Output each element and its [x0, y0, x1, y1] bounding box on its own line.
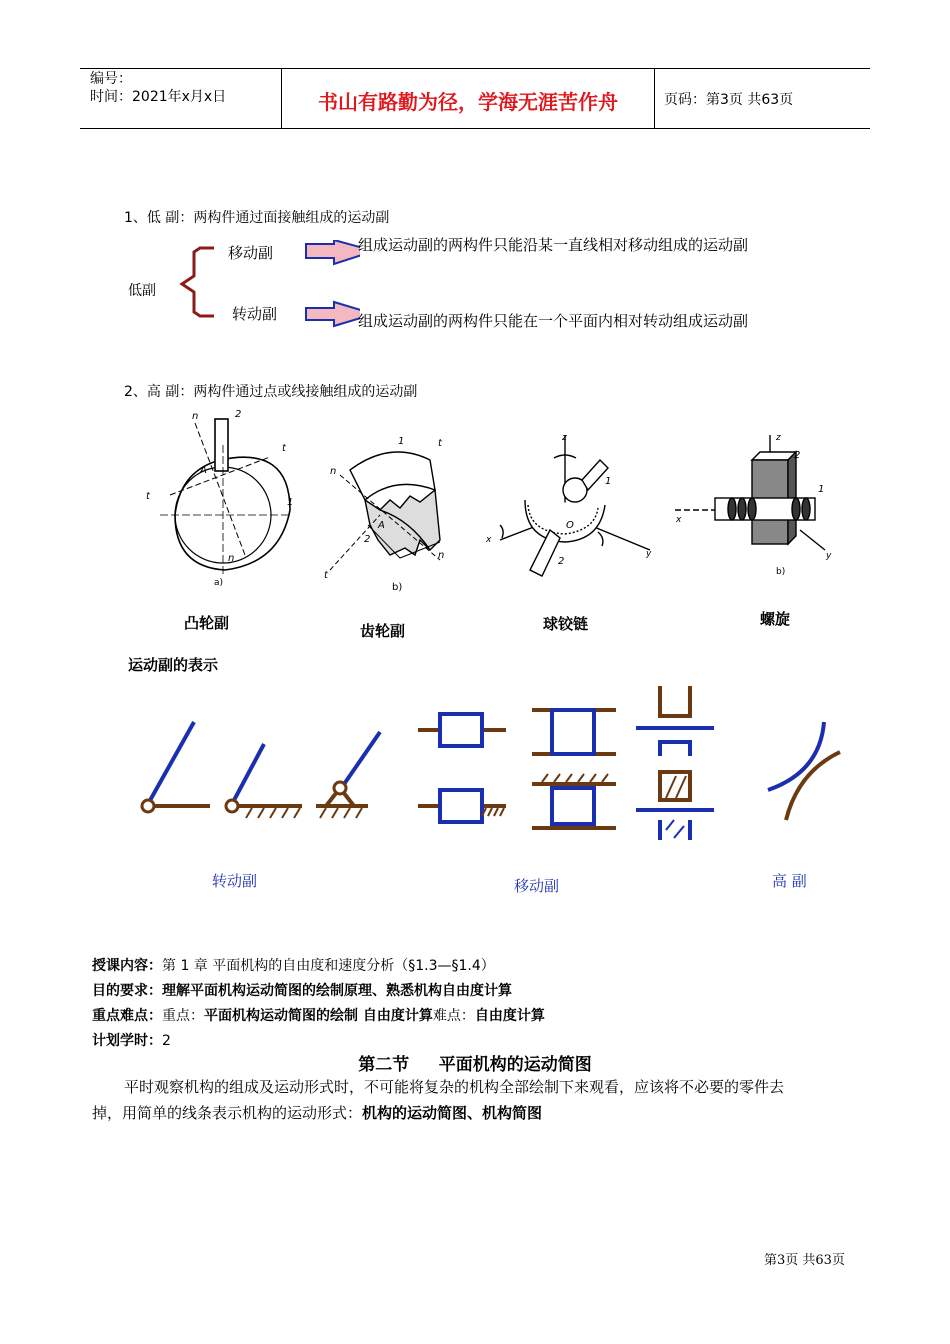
lesson-hours-line	[92, 1030, 171, 1050]
label-t: t	[146, 491, 150, 502]
bracket	[182, 248, 214, 316]
label-t: t	[324, 570, 328, 581]
arrow-right-icon	[306, 240, 360, 264]
lesson-goal-line	[92, 980, 512, 1000]
branch-label-rotation: 转动副	[232, 305, 278, 323]
label-2: 2	[558, 556, 565, 567]
diff-value: 自由度计算	[474, 1008, 545, 1024]
label-1: 1	[287, 497, 294, 508]
low-pair-root: 低副	[128, 283, 156, 299]
figure-gear-pair	[320, 430, 470, 595]
content-value: 第 1 章 平面机构的自由度和速度分析（§1.3—§1.4）	[162, 958, 495, 974]
figure-sub-label: b)	[776, 567, 786, 577]
key-value: 平面机构运动简图的绘制 自由度计算	[204, 1008, 433, 1024]
label-2: 2	[364, 534, 371, 545]
label-n: n	[330, 466, 337, 477]
caption-higher: 高 副	[772, 872, 807, 890]
caption-prismatic: 移动副	[514, 877, 560, 895]
figure-sub-label: a)	[214, 578, 224, 588]
para2-plain: 掉，用简单的线条表示机构的运动形式：	[92, 1104, 363, 1122]
label-2: 2	[794, 450, 801, 461]
branch-label-translation: 移动副	[228, 244, 274, 262]
hours-value: 2	[162, 1033, 171, 1049]
label-1: 1	[605, 476, 612, 487]
figure-cam-pair	[140, 405, 300, 590]
label-z: z	[562, 433, 567, 443]
caption-revolute: 转动副	[212, 872, 258, 890]
higher-pair-symbol	[768, 722, 840, 820]
code-label: 编号：	[90, 71, 132, 87]
caption-cam-pair: 凸轮副	[184, 614, 230, 632]
figure-screw-pair	[670, 430, 840, 580]
revolute-symbols	[142, 722, 380, 818]
label-t: t	[438, 438, 442, 449]
para2-bold: 机构的运动简图、机构简图	[362, 1104, 543, 1122]
label-x: x	[676, 515, 682, 525]
lesson-content-line	[92, 955, 495, 975]
caption-ball-joint: 球铰链	[543, 615, 589, 633]
goal-value: 理解平面机构运动简图的绘制原理、熟悉机构自由度计算	[162, 983, 512, 999]
key-prefix: 重点：	[162, 1008, 204, 1024]
label-n: n	[438, 550, 445, 561]
diff-prefix: 难点：	[432, 1008, 475, 1024]
label-z: z	[776, 433, 781, 443]
label-y: y	[826, 551, 832, 561]
content-label: 授课内容：	[92, 958, 162, 974]
low-pair-heading: 1、低 副：两构件通过面接触组成的运动副	[124, 210, 390, 226]
time-label: 时间：2021年x月x日	[90, 89, 227, 105]
figure-sub-label: b)	[392, 582, 403, 593]
caption-gear-pair: 齿轮副	[360, 622, 406, 640]
figure-ball-joint	[480, 430, 660, 590]
motto: 书山有路勤为径，学海无涯苦作舟	[318, 90, 618, 114]
branch-desc-rotation: 组成运动副的两构件只能在一个平面内相对转动组成运动副	[358, 312, 749, 330]
prismatic-symbols	[418, 686, 714, 840]
high-pair-heading: 2、高 副：两构件通过点或线接触组成的运动副	[124, 384, 418, 400]
page-code: 页码：第3页 共63页	[664, 92, 794, 108]
lesson-key-line	[92, 1005, 545, 1025]
label-1: 1	[398, 436, 405, 447]
hours-label: 计划学时：	[92, 1033, 162, 1049]
header-left	[90, 70, 226, 106]
kinematic-pair-symbols	[130, 680, 850, 850]
key-label: 重点难点：	[92, 1008, 162, 1024]
label-2: 2	[235, 409, 242, 420]
label-1: 1	[818, 484, 825, 495]
label-O: O	[566, 520, 574, 531]
branch-desc-translation: 组成运动副的两构件只能沿某一直线相对移动组成的运动副	[358, 236, 749, 254]
goal-label: 目的要求：	[92, 983, 162, 999]
label-x: x	[486, 535, 492, 545]
section-para-2	[92, 1100, 872, 1126]
label-n: n	[228, 553, 235, 564]
label-A: A	[378, 520, 385, 531]
label-A: A	[200, 465, 207, 476]
caption-screw: 螺旋	[760, 610, 791, 628]
label-t: t	[282, 443, 286, 454]
label-y: y	[646, 549, 652, 559]
footer-page: 第3页 共63页	[764, 1253, 845, 1268]
arrow-right-icon	[306, 302, 360, 326]
section-para-1: 平时观察机构的组成及运动形式时，不可能将复杂的机构全部绘制下来观看，应该将不必要的零件去	[124, 1078, 785, 1096]
label-n: n	[192, 411, 199, 422]
section-title: 第二节 平面机构的运动简图	[358, 1055, 592, 1075]
symbols-heading: 运动副的表示	[128, 656, 219, 674]
